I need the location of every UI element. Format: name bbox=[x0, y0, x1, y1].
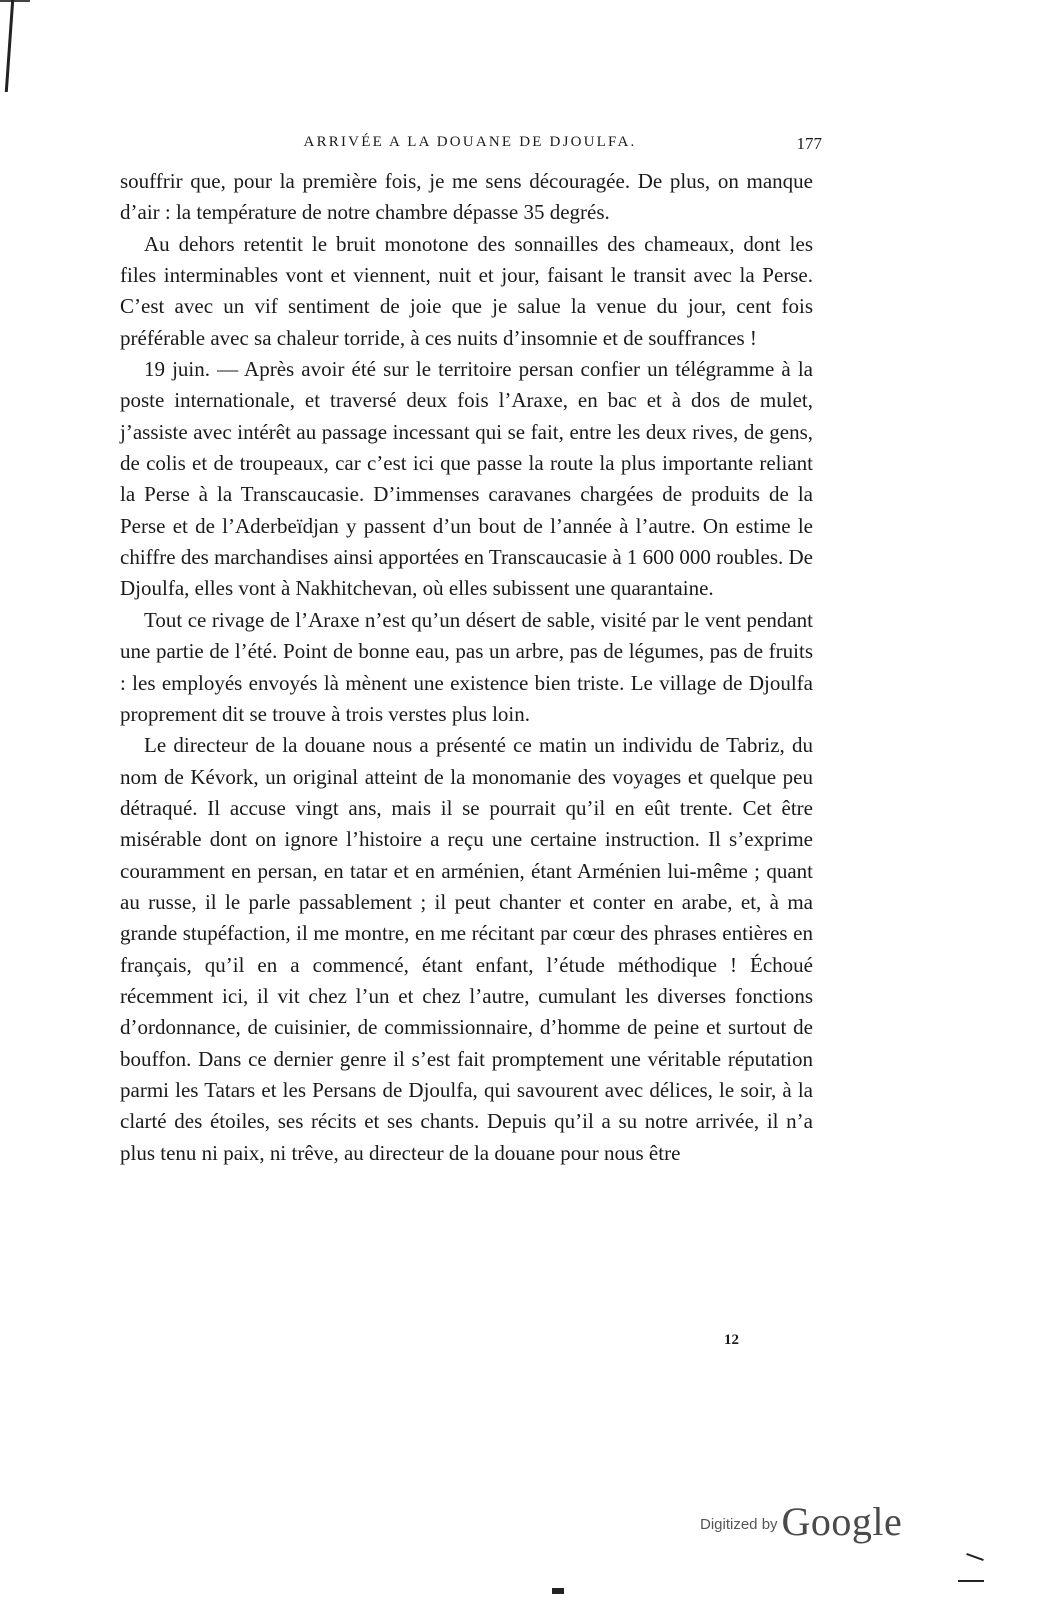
page-edge-mark bbox=[0, 0, 30, 2]
watermark-prefix: Digitized by bbox=[700, 1516, 778, 1533]
signature-mark: 12 bbox=[724, 1332, 739, 1348]
scan-speck bbox=[958, 1580, 984, 1582]
paragraph: Au dehors retentit le bruit monotone des sonnailles des chameaux, dont les files interminables vont et viennent, nuit et jour, faisant le transit avec la Perse. C’est avec un vif sentiment de joie que je salue la venue du jour, cent fois préférable avec sa chaleur torride, à ces nuits d’insomnie et de souffrances ! bbox=[120, 231, 813, 350]
paragraph: Tout ce rivage de l’Araxe n’est qu’un désert de sable, visité par le vent pendant une partie de l’été. Point de bonne eau, pas un arbre, pas de légumes, pas de fruits : les employés envoyés là mènent une existence bien triste. Le village de Djoulfa proprement dit se trouve à trois verstes plus loin. bbox=[120, 607, 813, 726]
margin-stroke bbox=[5, 0, 14, 92]
running-title: ARRIVÉE A LA DOUANE DE DJOULFA. bbox=[303, 134, 637, 150]
running-head bbox=[120, 134, 820, 156]
paragraph: 19 juin. — Après avoir été sur le territoire persan confier un télégramme à la poste internationale, et traversé deux fois l’Araxe, en bac et à dos de mulet, j’assiste avec intérêt au passage incessant qui se fait, entre les deux rives, de gens, de colis et de troupeaux, car c’est ici que passe la route la plus importante reliant la Perse à la Transcaucasie. D’immenses caravanes chargées de produits de la Perse et de l’Aderbeïdjan y passent d’un bout de l’année à l’autre. On estime le chiffre des marchandises ainsi apportées en Transcaucasie à 1 600 000 roubles. De Djoulfa, elles vont à Nakhitchevan, où elles subissent une quarantaine. bbox=[120, 357, 813, 601]
scan-speck bbox=[552, 1588, 564, 1594]
body-text bbox=[120, 166, 813, 1169]
paragraph-continued: souffrir que, pour la première fois, je me sens découragée. De plus, on manque d’air : la température de notre chambre dépasse 35 degrés. bbox=[120, 169, 813, 225]
watermark-logo: Google bbox=[781, 1499, 903, 1544]
page-number: 177 bbox=[796, 134, 822, 153]
scan-speck bbox=[966, 1553, 984, 1561]
digitization-watermark bbox=[700, 1498, 902, 1548]
paragraph: Le directeur de la douane nous a présenté ce matin un individu de Tabriz, du nom de Kévork, un original atteint de la monomanie des voyages et quelque peu détraqué. Il accuse vingt ans, mais il se pourrait qu’il en eût trente. Cet être misérable dont on ignore l’histoire a reçu une certaine instruction. Il s’exprime couramment en persan, en tatar et en arménien, étant Arménien lui-même ; quant au russe, il le parle passablement ; il peut chanter et conter en arabe, et, à ma grande stupéfaction, il me montre, en me récitant par cœur des phrases entières en français, qu’il en a commencé, étant enfant, l’étude méthodique ! Échoué récemment ici, il vit chez l’un et chez l’autre, cumulant les diverses fonctions d’ordonnance, de cuisinier, de commissionnaire, d’homme de peine et surtout de bouffon. Dans ce dernier genre il s’est fait promptement une véritable réputation parmi les Tatars et les Persans de Djoulfa, qui savourent avec délices, le soir, à la clarté des étoiles, ses récits et ses chants. Depuis qu’il a su notre arrivée, il n’a plus tenu ni paix, ni trêve, au directeur de la douane pour nous être bbox=[120, 733, 813, 1165]
